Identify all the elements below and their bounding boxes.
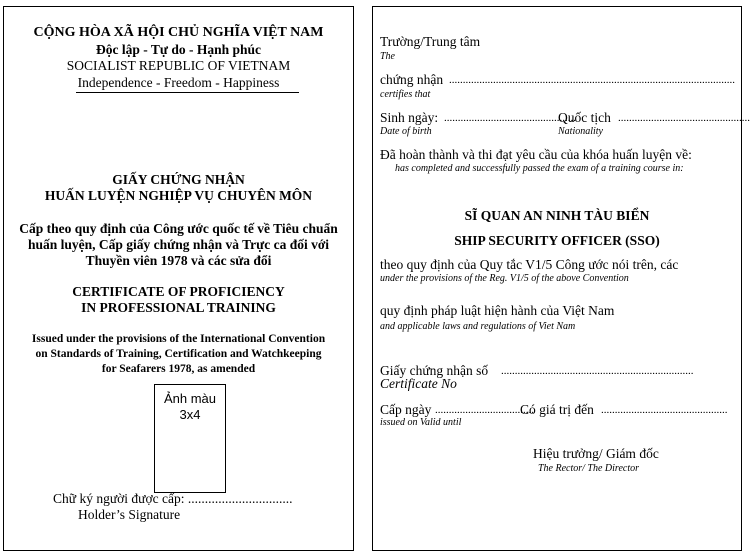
holder-signature-vi: Chữ ký người được cấp: ............................... — [53, 491, 293, 506]
dob-label-en: Date of birth — [380, 126, 432, 137]
holder-signature-en: Holder’s Signature — [78, 507, 181, 522]
certifies-label-en: certifies that — [380, 89, 431, 100]
header-underline — [76, 92, 299, 93]
issued-valid-label-en: issued on Valid until — [380, 417, 462, 428]
completed-text-vi: Đã hoàn thành và thi đạt yêu cầu của khóa huấn luyện về: — [380, 147, 692, 162]
nationality-field-dots: ................................................ — [618, 112, 750, 124]
header-country-en: SOCIALIST REPUBLIC OF VIETNAM — [66, 58, 291, 73]
certificate-number-label-en: Certificate No — [380, 376, 457, 391]
certificate-back-page — [372, 6, 750, 551]
course-title-vi: SĨ QUAN AN NINH TÀU BIỂN — [464, 208, 650, 223]
issued-vi-line3: Thuyền viên 1978 và các sửa đổi — [85, 253, 272, 268]
law-text-vi: quy định pháp luật hiện hành của Việt Nam — [380, 303, 615, 318]
title-en-line1: CERTIFICATE OF PROFICIENCY — [72, 284, 285, 299]
issued-en-line1: Issued under the provisions of the International Convention — [31, 333, 326, 345]
dob-field-dots: ................................................ — [444, 112, 576, 124]
issued-on-field-dots: .................................... — [435, 404, 534, 416]
header-motto-en: Independence - Freedom - Happiness — [77, 75, 280, 90]
valid-until-label-vi: Có giá trị đến — [520, 402, 594, 417]
nationality-label-en: Nationality — [558, 126, 603, 137]
rector-title-en: The Rector/ The Director — [538, 463, 640, 474]
issued-en-line3: for Seafarers 1978, as amended — [101, 363, 256, 375]
photo-box — [154, 384, 226, 493]
issued-on-label-vi: Cấp ngày — [380, 402, 432, 417]
certificate-number-label-vi: Giấy chứng nhận số — [380, 363, 489, 378]
certificate-front-page — [3, 6, 354, 551]
certificate-number-field-dots: ...................................................................... — [501, 365, 694, 377]
header-country-vi: CỘNG HÒA XÃ HỘI CHỦ NGHĨA VIỆT NAM — [33, 25, 324, 40]
school-label-en: The — [380, 51, 395, 62]
photo-label: Ảnh màu — [163, 391, 217, 406]
title-en-line2: IN PROFESSIONAL TRAINING — [81, 300, 276, 315]
completed-text-en: has completed and successfully passed the exam of a training course in: — [395, 163, 684, 174]
title-vi-line2: HUẤN LUYỆN NGHIỆP VỤ CHUYÊN MÔN — [44, 188, 313, 203]
title-vi-line1: GIẤY CHỨNG NHẬN — [112, 172, 245, 187]
nationality-label-vi: Quốc tịch — [558, 110, 611, 125]
law-text-en: and applicable laws and regulations of Viet Nam — [380, 321, 576, 332]
regulation-text-en: under the provisions of the Reg. V1/5 of the above Convention — [380, 273, 629, 284]
name-field-dots: ........................................................................................................ — [449, 74, 735, 86]
header-motto-vi: Độc lập - Tự do - Hạnh phúc — [95, 42, 262, 57]
course-title-en: SHIP SECURITY OFFICER (SSO) — [454, 233, 660, 248]
rector-title-vi: Hiệu trưởng/ Giám đốc — [533, 446, 659, 461]
certifies-label-vi: chứng nhận — [380, 72, 444, 87]
issued-vi-line2: huấn luyện, Cấp giấy chứng nhận và Trực ca đối với — [27, 237, 330, 252]
photo-size: 3x4 — [179, 407, 201, 422]
issued-en-line2: on Standards of Training, Certification and Watchkeeping — [35, 348, 322, 360]
school-label-vi: Trường/Trung tâm — [380, 34, 481, 49]
issued-vi-line1: Cấp theo quy định của Công ước quốc tế về Tiêu chuẩn — [19, 221, 338, 236]
regulation-text-vi: theo quy định của Quy tắc V1/5 Công ước nói trên, các — [380, 257, 679, 272]
dob-label-vi: Sinh ngày: — [380, 110, 439, 125]
valid-until-field-dots: .............................................. — [601, 404, 728, 416]
